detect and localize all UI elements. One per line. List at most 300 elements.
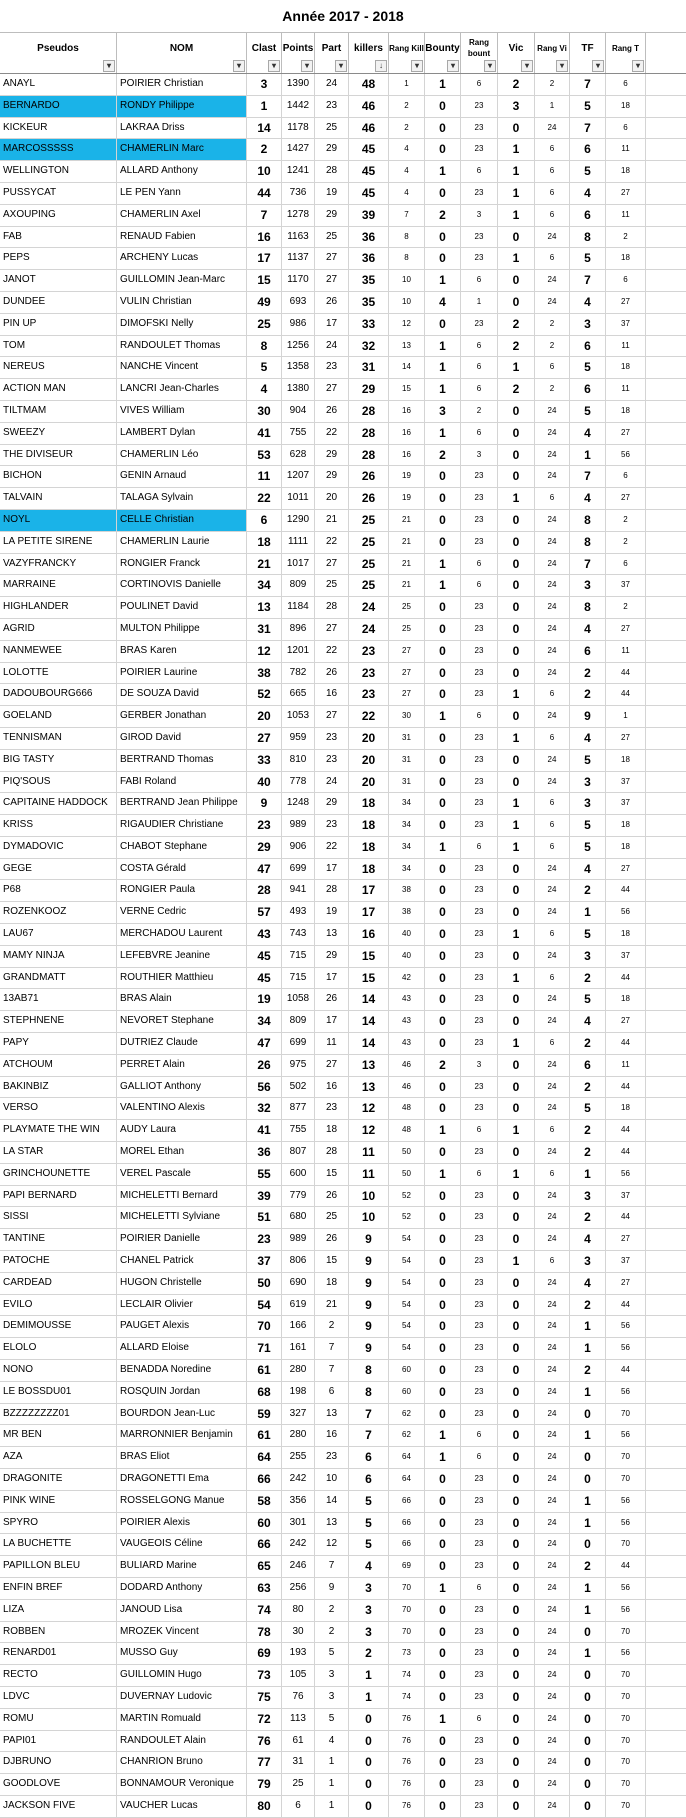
cell-points[interactable]: 1442: [282, 96, 315, 117]
cell-nom[interactable]: FABI Roland: [117, 772, 247, 793]
cell-clast[interactable]: 63: [247, 1578, 282, 1599]
cell-killers[interactable]: 9: [349, 1295, 389, 1316]
cell-nom[interactable]: DODARD Anthony: [117, 1578, 247, 1599]
cell-rang-kill[interactable]: 54: [389, 1251, 425, 1272]
cell-points[interactable]: 959: [282, 728, 315, 749]
cell-vic[interactable]: 2: [498, 336, 535, 357]
cell-bounty[interactable]: 0: [425, 1404, 461, 1425]
cell-pseudo[interactable]: VAZYFRANCKY: [0, 554, 117, 575]
cell-part[interactable]: 27: [315, 248, 349, 269]
cell-vic[interactable]: 0: [498, 292, 535, 313]
cell-clast[interactable]: 72: [247, 1709, 282, 1730]
cell-killers[interactable]: 0: [349, 1709, 389, 1730]
cell-rang-vic[interactable]: 24: [535, 641, 570, 662]
cell-killers[interactable]: 11: [349, 1142, 389, 1163]
cell-bounty[interactable]: 0: [425, 118, 461, 139]
cell-rang-vic[interactable]: 24: [535, 902, 570, 923]
cell-tf[interactable]: 4: [570, 1273, 606, 1294]
cell-tf[interactable]: 8: [570, 227, 606, 248]
cell-rang-kill[interactable]: 70: [389, 1600, 425, 1621]
cell-clast[interactable]: 5: [247, 357, 282, 378]
cell-pseudo[interactable]: LAU67: [0, 924, 117, 945]
cell-killers[interactable]: 18: [349, 793, 389, 814]
cell-tf[interactable]: 4: [570, 859, 606, 880]
cell-rang-tf[interactable]: 70: [606, 1731, 646, 1752]
cell-vic[interactable]: 0: [498, 1469, 535, 1490]
cell-killers[interactable]: 39: [349, 205, 389, 226]
cell-part[interactable]: 27: [315, 270, 349, 291]
cell-pseudo[interactable]: GEGE: [0, 859, 117, 880]
cell-part[interactable]: 15: [315, 1251, 349, 1272]
cell-rang-vic[interactable]: 24: [535, 1469, 570, 1490]
cell-rang-bounty[interactable]: 23: [461, 96, 498, 117]
cell-rang-kill[interactable]: 38: [389, 880, 425, 901]
cell-nom[interactable]: MICHELETTI Bernard: [117, 1186, 247, 1207]
cell-rang-vic[interactable]: 24: [535, 1011, 570, 1032]
cell-part[interactable]: 18: [315, 1120, 349, 1141]
cell-pseudo[interactable]: AZA: [0, 1447, 117, 1468]
cell-nom[interactable]: POIRIER Laurine: [117, 663, 247, 684]
cell-part[interactable]: 13: [315, 1513, 349, 1534]
cell-nom[interactable]: DE SOUZA David: [117, 684, 247, 705]
cell-bounty[interactable]: 0: [425, 1142, 461, 1163]
cell-vic[interactable]: 0: [498, 1600, 535, 1621]
cell-rang-vic[interactable]: 6: [535, 793, 570, 814]
cell-part[interactable]: 27: [315, 1055, 349, 1076]
cell-killers[interactable]: 5: [349, 1534, 389, 1555]
cell-clast[interactable]: 65: [247, 1556, 282, 1577]
cell-bounty[interactable]: 1: [425, 706, 461, 727]
cell-rang-kill[interactable]: 1: [389, 74, 425, 95]
cell-rang-bounty[interactable]: 23: [461, 248, 498, 269]
cell-bounty[interactable]: 1: [425, 575, 461, 596]
cell-bounty[interactable]: 0: [425, 1752, 461, 1773]
cell-rang-tf[interactable]: 56: [606, 902, 646, 923]
cell-vic[interactable]: 0: [498, 1491, 535, 1512]
cell-part[interactable]: 7: [315, 1360, 349, 1381]
cell-rang-kill[interactable]: 66: [389, 1491, 425, 1512]
cell-rang-vic[interactable]: 24: [535, 1796, 570, 1817]
cell-rang-kill[interactable]: 70: [389, 1578, 425, 1599]
cell-rang-kill[interactable]: 74: [389, 1665, 425, 1686]
cell-rang-bounty[interactable]: 23: [461, 772, 498, 793]
cell-clast[interactable]: 54: [247, 1295, 282, 1316]
cell-pseudo[interactable]: PINK WINE: [0, 1491, 117, 1512]
cell-part[interactable]: 5: [315, 1709, 349, 1730]
cell-rang-bounty[interactable]: 6: [461, 837, 498, 858]
cell-clast[interactable]: 27: [247, 728, 282, 749]
cell-clast[interactable]: 58: [247, 1491, 282, 1512]
cell-vic[interactable]: 0: [498, 554, 535, 575]
cell-killers[interactable]: 3: [349, 1578, 389, 1599]
cell-tf[interactable]: 6: [570, 139, 606, 160]
cell-rang-bounty[interactable]: 23: [461, 1622, 498, 1643]
cell-rang-vic[interactable]: 24: [535, 1731, 570, 1752]
cell-points[interactable]: 356: [282, 1491, 315, 1512]
cell-points[interactable]: 810: [282, 750, 315, 771]
cell-rang-vic[interactable]: 24: [535, 619, 570, 640]
cell-nom[interactable]: LEFEBVRE Jeanine: [117, 946, 247, 967]
cell-killers[interactable]: 13: [349, 1077, 389, 1098]
cell-pseudo[interactable]: NOYL: [0, 510, 117, 531]
cell-vic[interactable]: 0: [498, 706, 535, 727]
cell-part[interactable]: 3: [315, 1687, 349, 1708]
cell-nom[interactable]: RIGAUDIER Christiane: [117, 815, 247, 836]
cell-points[interactable]: 628: [282, 445, 315, 466]
cell-vic[interactable]: 0: [498, 1055, 535, 1076]
cell-nom[interactable]: MARRONNIER Benjamin: [117, 1425, 247, 1446]
cell-pseudo[interactable]: ELOLO: [0, 1338, 117, 1359]
cell-bounty[interactable]: 0: [425, 1033, 461, 1054]
cell-rang-kill[interactable]: 40: [389, 924, 425, 945]
cell-tf[interactable]: 7: [570, 466, 606, 487]
cell-points[interactable]: 975: [282, 1055, 315, 1076]
cell-rang-kill[interactable]: 76: [389, 1774, 425, 1795]
cell-pseudo[interactable]: MAMY NINJA: [0, 946, 117, 967]
cell-clast[interactable]: 56: [247, 1077, 282, 1098]
cell-rang-vic[interactable]: 24: [535, 880, 570, 901]
cell-clast[interactable]: 69: [247, 1643, 282, 1664]
cell-points[interactable]: 25: [282, 1774, 315, 1795]
cell-vic[interactable]: 0: [498, 532, 535, 553]
cell-nom[interactable]: RENAUD Fabien: [117, 227, 247, 248]
cell-tf[interactable]: 2: [570, 1360, 606, 1381]
cell-vic[interactable]: 1: [498, 1251, 535, 1272]
cell-tf[interactable]: 6: [570, 1055, 606, 1076]
cell-rang-vic[interactable]: 24: [535, 1273, 570, 1294]
cell-part[interactable]: 29: [315, 946, 349, 967]
cell-bounty[interactable]: 0: [425, 1186, 461, 1207]
cell-rang-bounty[interactable]: 23: [461, 1295, 498, 1316]
cell-bounty[interactable]: 1: [425, 1709, 461, 1730]
cell-pseudo[interactable]: LDVC: [0, 1687, 117, 1708]
cell-rang-vic[interactable]: 24: [535, 118, 570, 139]
cell-rang-tf[interactable]: 56: [606, 1164, 646, 1185]
cell-tf[interactable]: 1: [570, 1382, 606, 1403]
cell-clast[interactable]: 26: [247, 1055, 282, 1076]
cell-part[interactable]: 26: [315, 989, 349, 1010]
cell-tf[interactable]: 4: [570, 423, 606, 444]
cell-nom[interactable]: POULINET David: [117, 597, 247, 618]
cell-vic[interactable]: 0: [498, 118, 535, 139]
cell-bounty[interactable]: 1: [425, 74, 461, 95]
cell-pseudo[interactable]: PAPI BERNARD: [0, 1186, 117, 1207]
cell-rang-bounty[interactable]: 23: [461, 118, 498, 139]
cell-bounty[interactable]: 0: [425, 1687, 461, 1708]
cell-points[interactable]: 1380: [282, 379, 315, 400]
cell-vic[interactable]: 0: [498, 597, 535, 618]
cell-points[interactable]: 280: [282, 1425, 315, 1446]
cell-rang-tf[interactable]: 18: [606, 248, 646, 269]
cell-killers[interactable]: 16: [349, 924, 389, 945]
cell-bounty[interactable]: 0: [425, 1295, 461, 1316]
cell-vic[interactable]: 1: [498, 728, 535, 749]
cell-bounty[interactable]: 0: [425, 1382, 461, 1403]
cell-rang-kill[interactable]: 66: [389, 1534, 425, 1555]
cell-points[interactable]: 1058: [282, 989, 315, 1010]
cell-clast[interactable]: 28: [247, 880, 282, 901]
cell-pseudo[interactable]: GOELAND: [0, 706, 117, 727]
cell-rang-tf[interactable]: 27: [606, 183, 646, 204]
cell-killers[interactable]: 46: [349, 96, 389, 117]
cell-rang-bounty[interactable]: 23: [461, 1491, 498, 1512]
cell-points[interactable]: 246: [282, 1556, 315, 1577]
cell-tf[interactable]: 1: [570, 1643, 606, 1664]
cell-rang-kill[interactable]: 27: [389, 663, 425, 684]
cell-rang-bounty[interactable]: 3: [461, 445, 498, 466]
cell-rang-vic[interactable]: 6: [535, 684, 570, 705]
cell-vic[interactable]: 1: [498, 161, 535, 182]
cell-rang-vic[interactable]: 24: [535, 946, 570, 967]
cell-clast[interactable]: 55: [247, 1164, 282, 1185]
cell-killers[interactable]: 24: [349, 619, 389, 640]
cell-clast[interactable]: 21: [247, 554, 282, 575]
cell-tf[interactable]: 5: [570, 924, 606, 945]
cell-rang-bounty[interactable]: 6: [461, 74, 498, 95]
cell-bounty[interactable]: 1: [425, 1578, 461, 1599]
cell-pseudo[interactable]: GRANDMATT: [0, 968, 117, 989]
cell-rang-vic[interactable]: 6: [535, 205, 570, 226]
filter-dropdown-icon[interactable]: ▾: [632, 60, 644, 72]
cell-pseudo[interactable]: WELLINGTON: [0, 161, 117, 182]
cell-clast[interactable]: 51: [247, 1207, 282, 1228]
cell-bounty[interactable]: 1: [425, 423, 461, 444]
cell-part[interactable]: 5: [315, 1643, 349, 1664]
cell-rang-bounty[interactable]: 6: [461, 1425, 498, 1446]
cell-rang-vic[interactable]: 6: [535, 924, 570, 945]
cell-rang-bounty[interactable]: 23: [461, 227, 498, 248]
cell-pseudo[interactable]: ANAYL: [0, 74, 117, 95]
cell-nom[interactable]: RANDOULET Alain: [117, 1731, 247, 1752]
cell-killers[interactable]: 20: [349, 728, 389, 749]
cell-killers[interactable]: 9: [349, 1338, 389, 1359]
cell-tf[interactable]: 3: [570, 314, 606, 335]
filter-dropdown-icon[interactable]: ▾: [447, 60, 459, 72]
cell-points[interactable]: 1170: [282, 270, 315, 291]
cell-points[interactable]: 1111: [282, 532, 315, 553]
cell-rang-kill[interactable]: 34: [389, 859, 425, 880]
cell-nom[interactable]: BERTRAND Jean Philippe: [117, 793, 247, 814]
cell-rang-bounty[interactable]: 23: [461, 1534, 498, 1555]
cell-tf[interactable]: 1: [570, 1425, 606, 1446]
cell-rang-bounty[interactable]: 23: [461, 1011, 498, 1032]
cell-rang-tf[interactable]: 56: [606, 1316, 646, 1337]
cell-clast[interactable]: 38: [247, 663, 282, 684]
cell-rang-vic[interactable]: 24: [535, 1425, 570, 1446]
cell-clast[interactable]: 61: [247, 1360, 282, 1381]
cell-rang-kill[interactable]: 19: [389, 466, 425, 487]
cell-points[interactable]: 896: [282, 619, 315, 640]
cell-killers[interactable]: 0: [349, 1752, 389, 1773]
cell-nom[interactable]: GUILLOMIN Hugo: [117, 1665, 247, 1686]
cell-rang-kill[interactable]: 30: [389, 706, 425, 727]
cell-rang-kill[interactable]: 43: [389, 1033, 425, 1054]
cell-pseudo[interactable]: TILTMAM: [0, 401, 117, 422]
cell-bounty[interactable]: 0: [425, 1796, 461, 1817]
cell-killers[interactable]: 4: [349, 1556, 389, 1577]
cell-rang-tf[interactable]: 44: [606, 1556, 646, 1577]
cell-tf[interactable]: 2: [570, 968, 606, 989]
cell-rang-kill[interactable]: 10: [389, 292, 425, 313]
cell-nom[interactable]: VEREL Pascale: [117, 1164, 247, 1185]
cell-bounty[interactable]: 0: [425, 314, 461, 335]
cell-clast[interactable]: 77: [247, 1752, 282, 1773]
cell-rang-bounty[interactable]: 23: [461, 1665, 498, 1686]
cell-nom[interactable]: VALENTINO Alexis: [117, 1098, 247, 1119]
cell-bounty[interactable]: 0: [425, 1600, 461, 1621]
cell-rang-kill[interactable]: 52: [389, 1186, 425, 1207]
cell-tf[interactable]: 3: [570, 1251, 606, 1272]
cell-part[interactable]: 26: [315, 1229, 349, 1250]
cell-tf[interactable]: 0: [570, 1687, 606, 1708]
cell-rang-bounty[interactable]: 23: [461, 1643, 498, 1664]
cell-nom[interactable]: CHANEL Patrick: [117, 1251, 247, 1272]
cell-rang-vic[interactable]: 24: [535, 1513, 570, 1534]
cell-rang-kill[interactable]: 60: [389, 1360, 425, 1381]
cell-tf[interactable]: 0: [570, 1469, 606, 1490]
cell-part[interactable]: 25: [315, 575, 349, 596]
cell-rang-bounty[interactable]: 6: [461, 1709, 498, 1730]
cell-killers[interactable]: 1: [349, 1687, 389, 1708]
cell-tf[interactable]: 3: [570, 772, 606, 793]
cell-part[interactable]: 21: [315, 1295, 349, 1316]
cell-rang-tf[interactable]: 37: [606, 314, 646, 335]
cell-killers[interactable]: 36: [349, 248, 389, 269]
cell-killers[interactable]: 17: [349, 902, 389, 923]
cell-clast[interactable]: 45: [247, 968, 282, 989]
cell-part[interactable]: 15: [315, 1164, 349, 1185]
cell-part[interactable]: 26: [315, 292, 349, 313]
cell-nom[interactable]: DRAGONETTI Ema: [117, 1469, 247, 1490]
filter-dropdown-icon[interactable]: ▾: [233, 60, 245, 72]
cell-rang-kill[interactable]: 21: [389, 575, 425, 596]
cell-killers[interactable]: 45: [349, 183, 389, 204]
cell-rang-tf[interactable]: 27: [606, 619, 646, 640]
cell-vic[interactable]: 0: [498, 880, 535, 901]
cell-vic[interactable]: 0: [498, 1273, 535, 1294]
cell-rang-vic[interactable]: 24: [535, 1774, 570, 1795]
cell-clast[interactable]: 36: [247, 1142, 282, 1163]
cell-rang-bounty[interactable]: 1: [461, 292, 498, 313]
cell-vic[interactable]: 3: [498, 96, 535, 117]
cell-rang-tf[interactable]: 11: [606, 139, 646, 160]
cell-rang-kill[interactable]: 66: [389, 1513, 425, 1534]
cell-rang-vic[interactable]: 6: [535, 183, 570, 204]
cell-tf[interactable]: 0: [570, 1796, 606, 1817]
cell-clast[interactable]: 25: [247, 314, 282, 335]
cell-pseudo[interactable]: DYMADOVIC: [0, 837, 117, 858]
cell-part[interactable]: 7: [315, 1338, 349, 1359]
cell-tf[interactable]: 7: [570, 554, 606, 575]
cell-killers[interactable]: 3: [349, 1600, 389, 1621]
cell-rang-vic[interactable]: 24: [535, 663, 570, 684]
cell-part[interactable]: 24: [315, 336, 349, 357]
cell-pseudo[interactable]: RECTO: [0, 1665, 117, 1686]
cell-vic[interactable]: 0: [498, 1796, 535, 1817]
cell-nom[interactable]: CHAMERLIN Laurie: [117, 532, 247, 553]
cell-rang-kill[interactable]: 46: [389, 1077, 425, 1098]
cell-clast[interactable]: 12: [247, 641, 282, 662]
cell-tf[interactable]: 5: [570, 1098, 606, 1119]
cell-tf[interactable]: 4: [570, 728, 606, 749]
cell-rang-vic[interactable]: 24: [535, 1207, 570, 1228]
cell-bounty[interactable]: 0: [425, 902, 461, 923]
cell-rang-kill[interactable]: 73: [389, 1643, 425, 1664]
cell-tf[interactable]: 1: [570, 1600, 606, 1621]
cell-rang-vic[interactable]: 24: [535, 270, 570, 291]
cell-rang-bounty[interactable]: 23: [461, 880, 498, 901]
cell-pseudo[interactable]: DJBRUNO: [0, 1752, 117, 1773]
cell-bounty[interactable]: 2: [425, 205, 461, 226]
cell-rang-vic[interactable]: 6: [535, 968, 570, 989]
cell-part[interactable]: 27: [315, 619, 349, 640]
cell-killers[interactable]: 45: [349, 139, 389, 160]
cell-pseudo[interactable]: PUSSYCAT: [0, 183, 117, 204]
cell-pseudo[interactable]: LOLOTTE: [0, 663, 117, 684]
cell-part[interactable]: 23: [315, 357, 349, 378]
cell-rang-bounty[interactable]: 23: [461, 1404, 498, 1425]
cell-rang-tf[interactable]: 44: [606, 968, 646, 989]
cell-bounty[interactable]: 2: [425, 1055, 461, 1076]
cell-vic[interactable]: 1: [498, 1033, 535, 1054]
cell-clast[interactable]: 34: [247, 1011, 282, 1032]
cell-points[interactable]: 493: [282, 902, 315, 923]
cell-pseudo[interactable]: BAKINBIZ: [0, 1077, 117, 1098]
cell-clast[interactable]: 74: [247, 1600, 282, 1621]
cell-tf[interactable]: 2: [570, 1120, 606, 1141]
filter-dropdown-icon[interactable]: ▾: [484, 60, 496, 72]
cell-nom[interactable]: DUTRIEZ Claude: [117, 1033, 247, 1054]
cell-bounty[interactable]: 0: [425, 1273, 461, 1294]
cell-clast[interactable]: 23: [247, 815, 282, 836]
cell-vic[interactable]: 1: [498, 815, 535, 836]
cell-points[interactable]: 242: [282, 1534, 315, 1555]
cell-tf[interactable]: 5: [570, 815, 606, 836]
cell-vic[interactable]: 2: [498, 74, 535, 95]
cell-tf[interactable]: 1: [570, 902, 606, 923]
cell-bounty[interactable]: 0: [425, 1077, 461, 1098]
cell-rang-kill[interactable]: 21: [389, 532, 425, 553]
cell-rang-tf[interactable]: 44: [606, 880, 646, 901]
cell-tf[interactable]: 1: [570, 1578, 606, 1599]
cell-part[interactable]: 23: [315, 1098, 349, 1119]
cell-tf[interactable]: 5: [570, 248, 606, 269]
cell-rang-kill[interactable]: 25: [389, 597, 425, 618]
cell-rang-vic[interactable]: 6: [535, 1164, 570, 1185]
cell-rang-tf[interactable]: 70: [606, 1796, 646, 1817]
cell-pseudo[interactable]: PEPS: [0, 248, 117, 269]
cell-tf[interactable]: 0: [570, 1752, 606, 1773]
cell-rang-tf[interactable]: 18: [606, 357, 646, 378]
cell-rang-kill[interactable]: 40: [389, 946, 425, 967]
cell-rang-tf[interactable]: 27: [606, 728, 646, 749]
cell-bounty[interactable]: 0: [425, 1316, 461, 1337]
cell-killers[interactable]: 14: [349, 1033, 389, 1054]
cell-nom[interactable]: ROSQUIN Jordan: [117, 1382, 247, 1403]
cell-clast[interactable]: 71: [247, 1338, 282, 1359]
cell-nom[interactable]: POIRIER Alexis: [117, 1513, 247, 1534]
cell-rang-tf[interactable]: 37: [606, 575, 646, 596]
cell-tf[interactable]: 8: [570, 597, 606, 618]
cell-bounty[interactable]: 0: [425, 772, 461, 793]
cell-tf[interactable]: 6: [570, 205, 606, 226]
cell-vic[interactable]: 0: [498, 1622, 535, 1643]
cell-vic[interactable]: 0: [498, 401, 535, 422]
cell-rang-bounty[interactable]: 23: [461, 619, 498, 640]
cell-killers[interactable]: 0: [349, 1731, 389, 1752]
cell-rang-kill[interactable]: 50: [389, 1164, 425, 1185]
cell-clast[interactable]: 66: [247, 1534, 282, 1555]
